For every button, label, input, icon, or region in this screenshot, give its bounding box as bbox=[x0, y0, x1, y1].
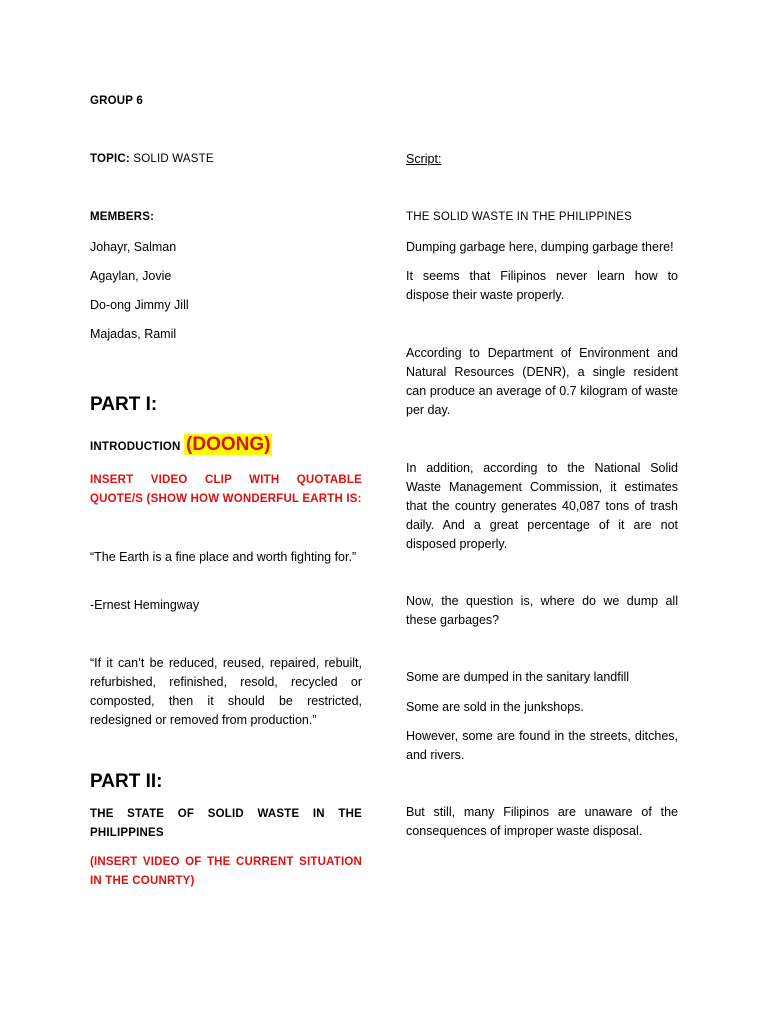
script-paragraph: In addition, according to the National Solid Waste Management Commission, it estimates that the country generates 40,087 tons of trash daily. And a great percentage of it are not disposed properly. bbox=[406, 461, 678, 551]
topic-label: TOPIC: bbox=[90, 153, 130, 165]
script-paragraph: However, some are found in the streets, ditches, and rivers. bbox=[406, 729, 678, 762]
script-paragraph: But still, many Filipinos are unaware of the consequences of improper waste disposal. bbox=[406, 805, 678, 838]
part2-title: THE STATE OF SOLID WASTE IN THE PHILIPPINES bbox=[90, 808, 362, 839]
script-paragraph: Some are dumped in the sanitary landfill bbox=[406, 670, 630, 684]
topic-line bbox=[90, 150, 362, 169]
intro-presenter-highlight: (DOONG) bbox=[186, 434, 271, 455]
script-paragraph: Now, the question is, where do we dump all these garbages? bbox=[406, 594, 678, 627]
member-item: Agaylan, Jovie bbox=[90, 269, 172, 283]
script-paragraph: According to Department of Environment and Natural Resources (DENR), a single resident can produce an average of 0.7 kilogram of waste per day. bbox=[406, 346, 678, 417]
part1-heading: PART I: bbox=[90, 394, 158, 415]
script-label: Script: bbox=[406, 152, 442, 166]
members-label: MEMBERS: bbox=[90, 211, 155, 223]
topic-value: SOLID WASTE bbox=[133, 153, 214, 165]
script-paragraph: Dumping garbage here, dumping garbage there! bbox=[406, 240, 674, 254]
quote-1-author: -Ernest Hemingway bbox=[90, 598, 200, 612]
intro-line bbox=[90, 432, 362, 460]
quote-1: “The Earth is a fine place and worth fighting for.” bbox=[90, 550, 357, 564]
group-label: GROUP 6 bbox=[90, 95, 143, 107]
intro-label: INTRODUCTION bbox=[90, 441, 181, 453]
script-paragraph: Some are sold in the junkshops. bbox=[406, 700, 584, 714]
script-paragraph: It seems that Filipinos never learn how to dispose their waste properly. bbox=[406, 269, 678, 302]
quote-2: “If it can’t be reduced, reused, repaired, rebuilt, refurbished, refinished, resold, recycled or composted, then it should be restricted, redesigned or removed from production.” bbox=[90, 656, 362, 727]
part2-heading: PART II: bbox=[90, 771, 163, 792]
member-item: Do-ong Jimmy Jill bbox=[90, 298, 189, 312]
intro-instruction: INSERT VIDEO CLIP WITH QUOTABLE QUOTE/S (SHOW HOW WONDERFUL EARTH IS: bbox=[90, 474, 362, 505]
script-heading: THE SOLID WASTE IN THE PHILIPPINES bbox=[406, 211, 632, 223]
member-item: Majadas, Ramil bbox=[90, 327, 177, 341]
part2-instruction: (INSERT VIDEO OF THE CURRENT SITUATION IN THE COUNRTY) bbox=[90, 856, 362, 887]
member-item: Johayr, Salman bbox=[90, 240, 177, 254]
